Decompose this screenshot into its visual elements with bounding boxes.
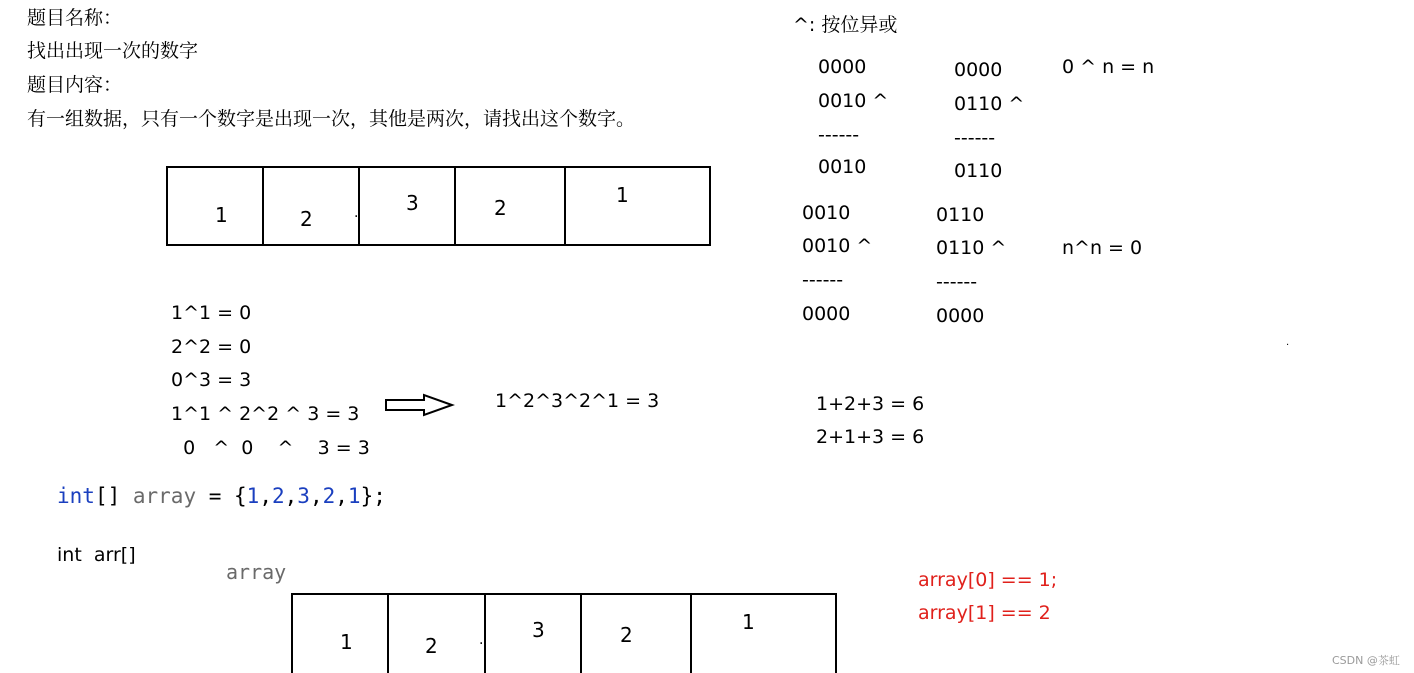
code-keyword: int — [57, 484, 95, 508]
cell-value: 3 — [406, 191, 419, 215]
binary-line: ------ — [818, 124, 860, 146]
cell-value: 1 — [742, 610, 755, 634]
code-comma: , — [259, 484, 272, 508]
cell-value: 3 — [532, 618, 545, 642]
watermark: CSDN @茶虹 — [1332, 654, 1400, 667]
xor-header: ^: 按位异或 — [793, 14, 898, 36]
cell-value: 2 — [620, 623, 633, 647]
code-number: 3 — [297, 484, 310, 508]
xor-result: 1^2^3^2^1 = 3 — [495, 390, 660, 412]
problem-content-label: 题目内容： — [27, 74, 123, 96]
binary-line: ------ — [802, 269, 844, 291]
cell-value: 2 — [494, 196, 507, 220]
xor-rule: 0 ^ n = n — [1062, 56, 1155, 78]
cell-value: 2 — [425, 634, 438, 658]
code-comma: , — [284, 484, 298, 508]
cell-value: 1 — [616, 183, 629, 207]
code-comma: , — [309, 484, 323, 508]
problem-content: 有一组数据，只有一个数字是出现一次，其他是两次，请找出这个数字。 — [27, 108, 636, 130]
stray-dot: . — [1286, 337, 1290, 348]
code-assign: = { — [196, 484, 247, 508]
problem-title: 找出出现一次的数字 — [27, 40, 199, 62]
binary-line: 0010 ^ — [802, 235, 873, 257]
index-example: array[0] == 1; — [918, 569, 1058, 591]
code-number: 1 — [246, 484, 260, 508]
sum-line: 2+1+3 = 6 — [816, 426, 925, 448]
array-cell — [360, 168, 456, 244]
code-end: }; — [360, 484, 386, 508]
cell-value: 1 — [215, 203, 228, 227]
array-label: array — [226, 560, 287, 584]
binary-line: 0000 — [818, 56, 867, 78]
int-arr-text: int arr[] — [57, 544, 136, 566]
xor-step: 0 ^ 0 ^ 3 = 3 — [171, 437, 370, 459]
code-variable: array — [132, 484, 197, 508]
code-line — [57, 486, 386, 507]
stray-dot: . — [354, 205, 359, 221]
index-example: array[1] == 2 — [918, 602, 1051, 624]
code-number: 2 — [271, 484, 285, 508]
code-brackets: [] — [94, 484, 133, 508]
problem-title-label: 题目名称： — [27, 7, 123, 29]
bottom-array-diagram — [291, 593, 837, 673]
cell-value: 1 — [340, 630, 353, 654]
code-number: 1 — [347, 484, 361, 508]
xor-step: 1^1 = 0 — [171, 302, 252, 324]
stray-dot: . — [479, 632, 484, 648]
binary-line: 0000 — [802, 303, 851, 325]
array-cell — [486, 595, 582, 673]
binary-line: 0010 — [818, 156, 867, 178]
code-number: 2 — [322, 484, 336, 508]
binary-line: 0010 ^ — [818, 90, 889, 112]
top-array-diagram — [166, 166, 711, 246]
xor-step: 1^1 ^ 2^2 ^ 3 = 3 — [171, 403, 360, 425]
cell-value: 2 — [300, 207, 313, 231]
array-cell — [168, 168, 264, 244]
binary-line: 0110 — [954, 160, 1003, 182]
array-cell — [582, 595, 692, 673]
binary-line: 0000 — [954, 59, 1003, 81]
binary-line: 0000 — [936, 305, 985, 327]
binary-line: 0010 — [802, 202, 851, 224]
xor-rule: n^n = 0 — [1062, 237, 1143, 259]
array-cell — [566, 168, 709, 244]
array-cell — [456, 168, 566, 244]
binary-line: ------ — [936, 271, 978, 293]
binary-line: 0110 — [936, 204, 985, 226]
xor-step: 0^3 = 3 — [171, 369, 252, 391]
xor-step: 2^2 = 0 — [171, 336, 252, 358]
binary-line: 0110 ^ — [954, 93, 1025, 115]
code-comma: , — [335, 484, 348, 508]
array-cell — [293, 595, 389, 673]
array-cell — [389, 595, 486, 673]
binary-line: ------ — [954, 127, 996, 149]
sum-line: 1+2+3 = 6 — [816, 393, 925, 415]
array-cell — [264, 168, 360, 244]
right-arrow-icon — [384, 393, 456, 417]
binary-line: 0110 ^ — [936, 237, 1007, 259]
array-cell — [692, 595, 835, 673]
